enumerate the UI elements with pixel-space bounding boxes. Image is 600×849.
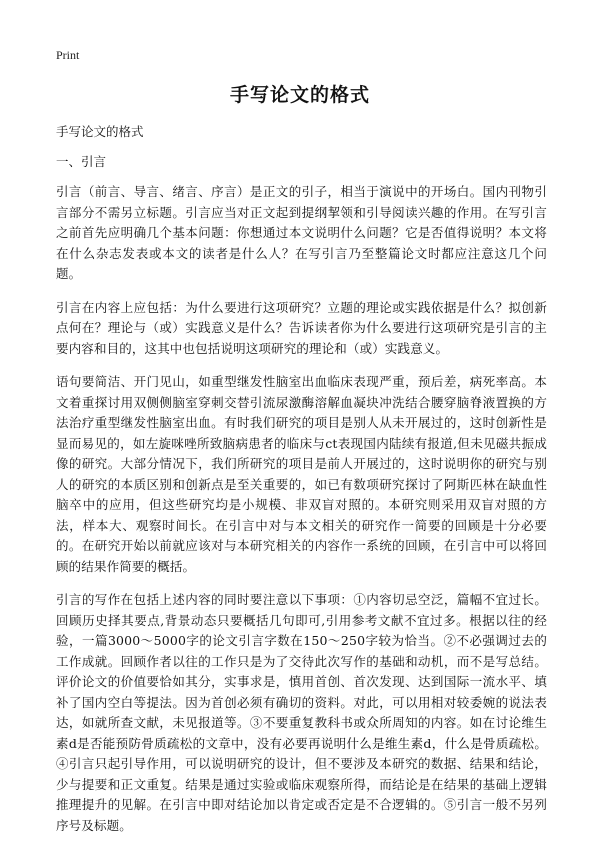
paragraph-3: 语句要简洁、开门见山，如重型继发性脑室出血临床表现严重，预后差，病死率高。本文着重探讨用双侧侧脑室穿刺交替引流尿激酶溶解血凝块冲洗结合腰穿脑脊液置换的方法治疗重型继发性脑室出血。有时我们研究的项目是别人从未开展过的，这时创新性是显而易见的，如左旋咪唑所致脑病患者的临床与ct表现国内陆续有报道,但未见磁共振成像的研究。大部分情况下，我们所研究的项目是前人开展过的，这时说明你的研究与别人的研究的本质区别和创新点是至关重要的，如已有数项研究探讨了阿斯匹林在缺血性脑卒中的应用，但这些研究均是小规模、非双盲对照的。本研究则采用双盲对照的方法，样本大、观察时间长。在引言中对与本文相关的研究作一简要的回顾是十分必要的。在研究开始以前就应该对与本研究相关的内容作一系统的回顾，在引言中可以将回顾的结果作简要的概括。 [56,374,547,574]
paragraph-4: 引言的写作在包括上述内容的同时要注意以下事项：①内容切忌空泛，篇幅不宜过长。回顾历史择其要点,背景动态只要概括几句即可,引用参考文献不宜过多。根据以往的经验，一篇3000～5000字的论文引言字数在150～250字较为恰当。②不必强调过去的工作成就。回顾作者以往的工作只是为了交待此次写作的基础和动机，而不是写总结。评价论文的价值要恰如其分，实事求是，慎用首创、首次发现、达到国际一流水平、填补了国内空白等提法。因为首创必须有确切的资料。对此，可以用相对较委婉的说法表达，如就所查文献，未见报道等。③不要重复教科书或众所周知的内容。如在讨论维生素d是否能预防骨质疏松的文章中，没有必要再说明什么是维生素d，什么是骨质疏松。④引言只起引导作用，可以说明研究的设计，但不要涉及本研究的数据、结果和结论，少与提要和正文重复。结果是通过实验或临床观察所得，而结论是在结果的基础上逻辑推理提升的见解。在引言中即对结论加以肯定或否定是不合逻辑的。⑤引言一般不另列序号及标题。 [56,592,547,833]
page-title: 手写论文的格式 [229,84,370,106]
body-text [56,182,547,849]
document-subtitle: 手写论文的格式 [56,124,144,139]
section-heading: 一、引言 [56,154,107,169]
paragraph-2: 引言在内容上应包括：为什么要进行这项研究？立题的理论或实践依据是什么？拟创新点何在？理论与（或）实践意义是什么？告诉读者你为什么要进行这项研究是引言的主要内容和目的，这其中也包括说明这项研究的理论和（或）实践意义。 [56,299,547,356]
print-label: Print [56,48,80,62]
paragraph-1: 引言（前言、导言、绪言、序言）是正文的引子，相当于演说中的开场白。国内刊物引言部分不需另立标题。引言应当对正文起到提纲挈领和引导阅读兴趣的作用。在写引言之前首先应明确几个基本问题：你想通过本文说明什么问题？它是否值得说明？本文将在什么杂志发表或本文的读者是什么人？在写引言乃至整篇论文时都应注意这几个问题。 [56,184,547,281]
